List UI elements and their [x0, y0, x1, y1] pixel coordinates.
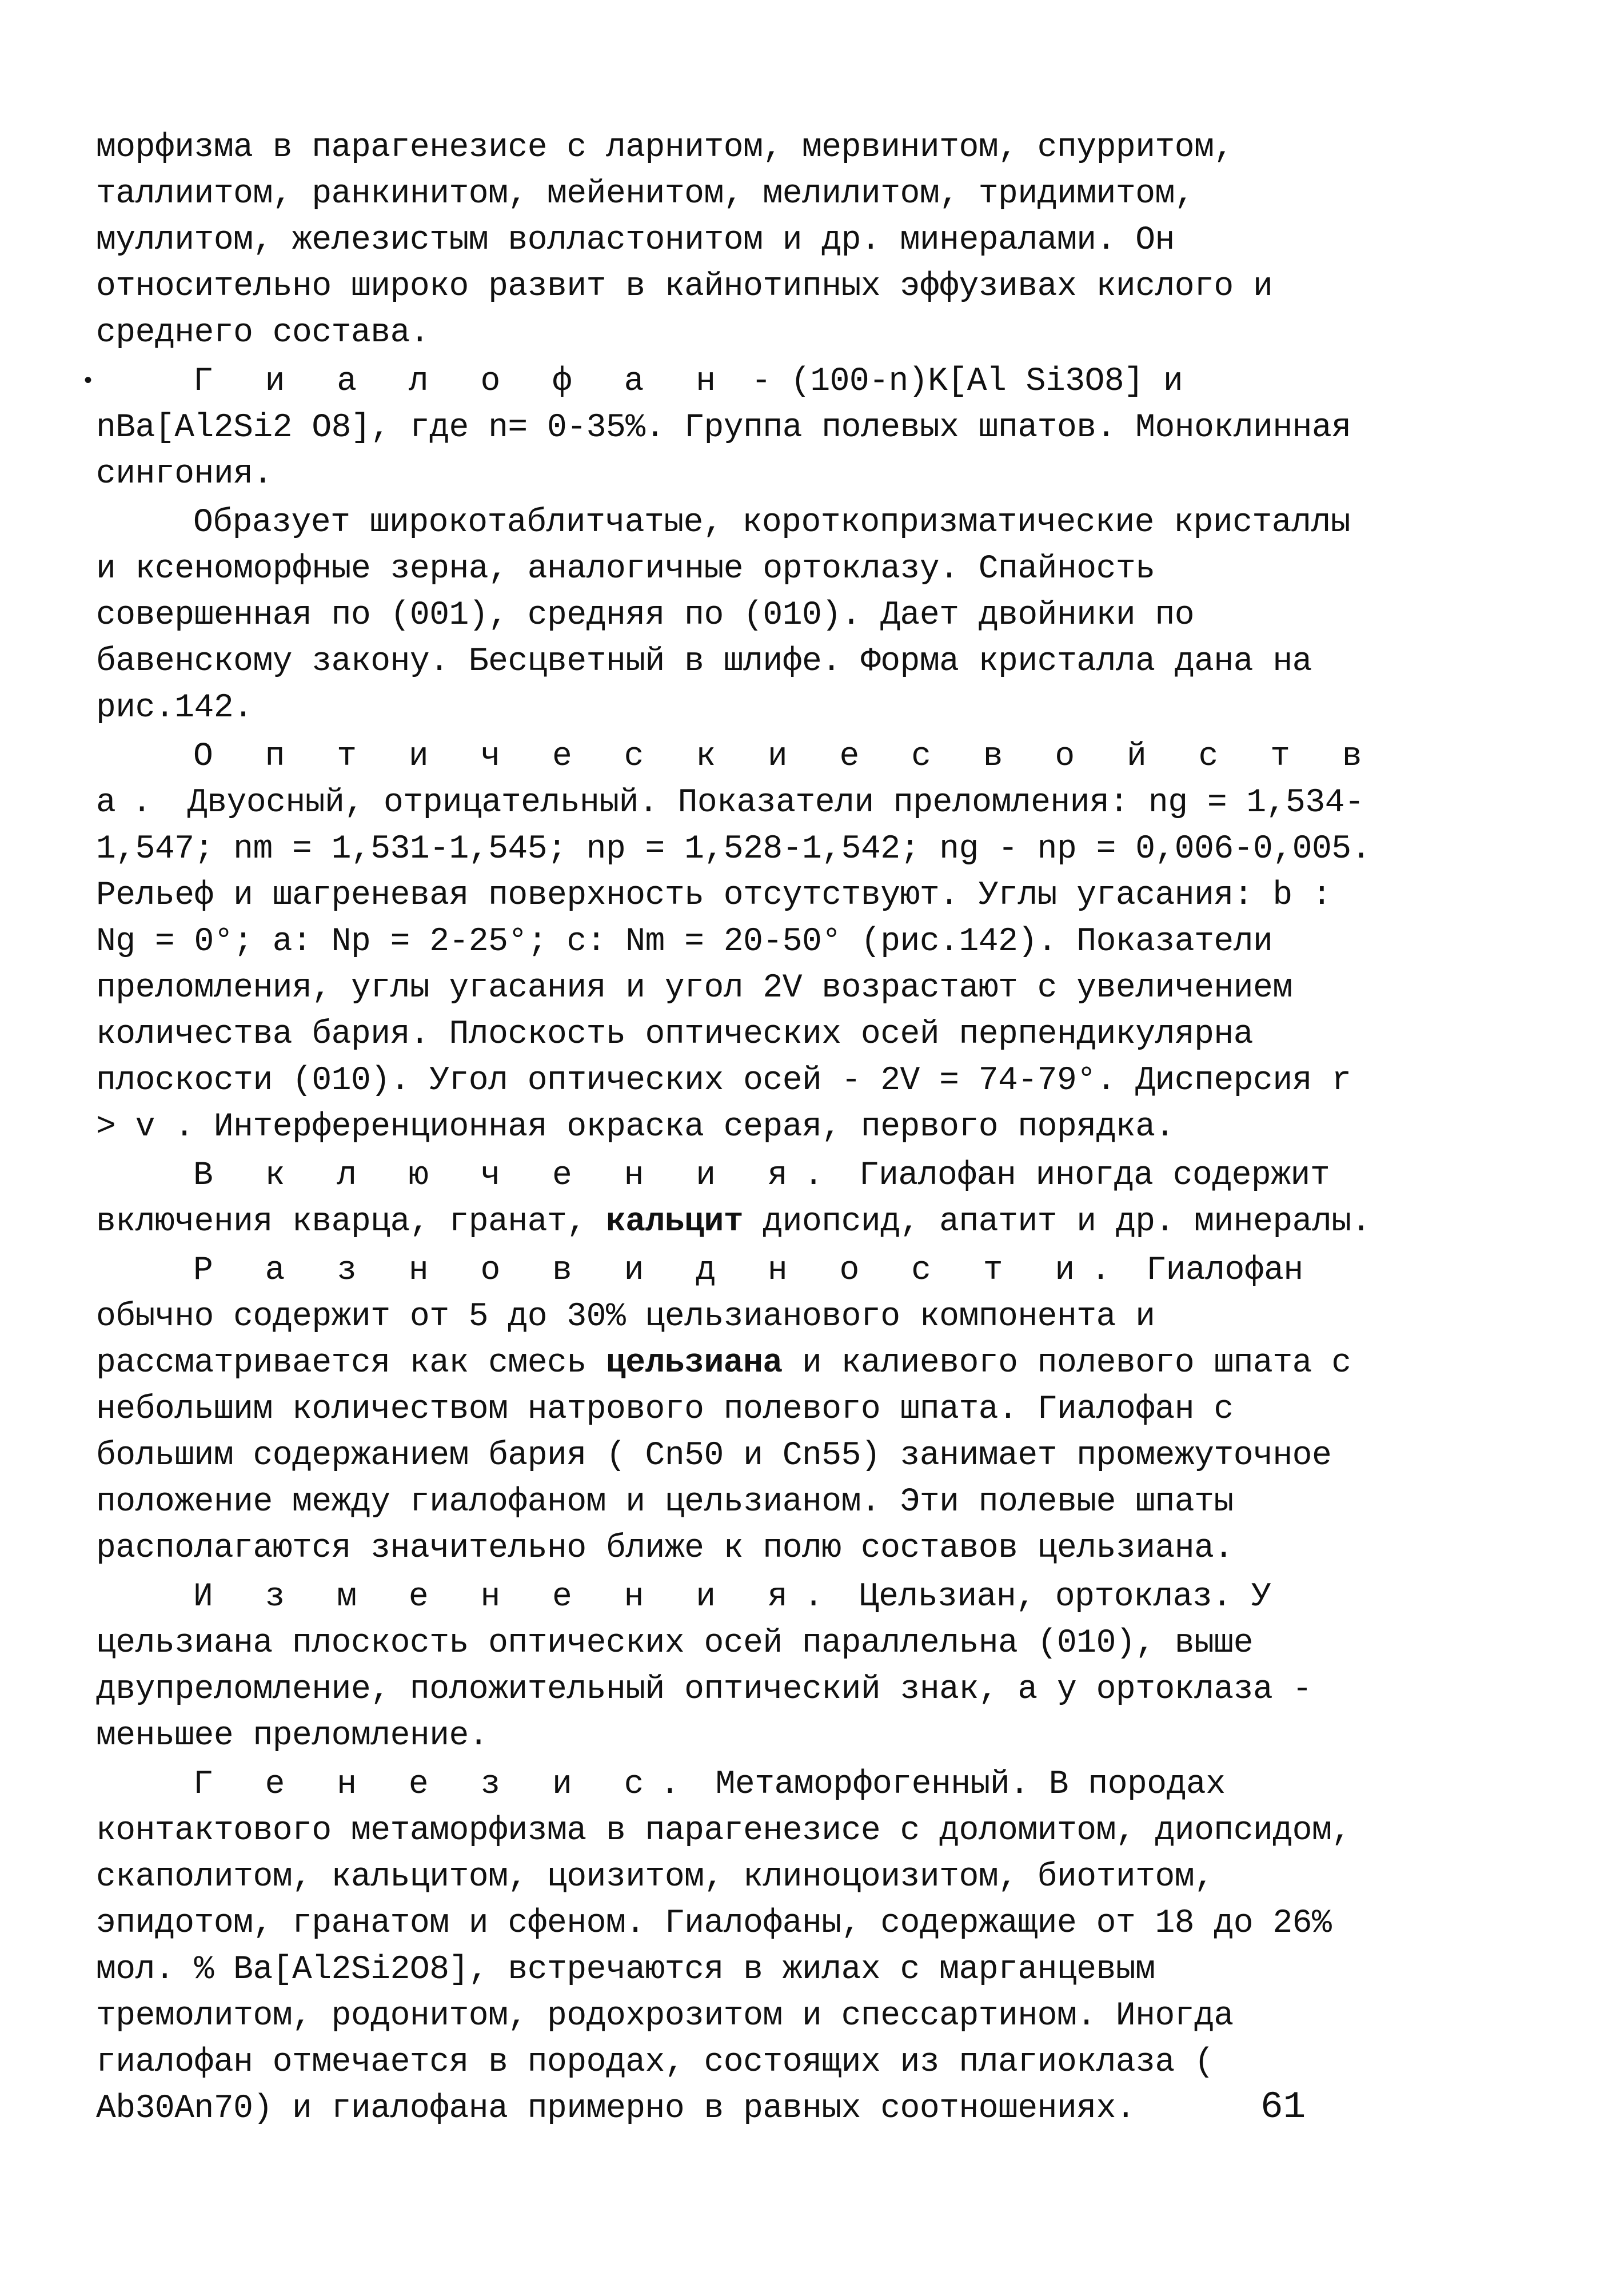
paragraph-optical	[96, 734, 1379, 1150]
heading-varieties: Р а з н о в и д н о с т и.	[193, 1252, 1127, 1289]
heading-genesis: Г е н е з и с.	[193, 1766, 696, 1803]
margin-mark: •	[81, 369, 95, 395]
paragraph-1: морфизма в парагенезисе с ларнитом, мервинитом, спурритом, таллиитом, ранкинитом, мейенитом, мелилитом, тридимитом, муллитом, железистым волластонитом и др. минералами. Он относительно широко развит в кайнотипных эффузивах кислого и среднего состава.	[96, 129, 1273, 352]
heading-alterations: И з м е н е н и я.	[193, 1579, 840, 1616]
inclusions-bold: кальцит	[605, 1203, 744, 1241]
paragraph-inclusions	[96, 1153, 1379, 1245]
varieties-bold: цельзиана	[605, 1345, 783, 1382]
optical-text: Двуосный, отрицательный. Показатели преломления: ng = 1,534-1,547; nm = 1,531-1,545; np = 1,528-1,542; ng - np = 0,006-0,005. Рельеф и шагреневая поверхность отсутствуют. Углы угасания: b : Ng = 0°; a: Np = 2-25°; c: Nm = 20-50° (рис.142). Показатели преломления, углы угасания и угол 2V возрастают с увеличением количества бария. Плоскость оптических осей перпендикулярна плоскости (010). Угол оптических осей - 2V = 74-79°. Дисперсия r > v . Интерференционная окраска серая, первого порядка.	[96, 784, 1371, 1146]
genesis-text: Метаморфогенный. В породах контактового метаморфизма в парагенезисе с доломитом, диопсидом, скаполитом, кальцитом, цоизитом, клиноцоизитом, биотитом, эпидотом, гранатом и сфеном. Гиалофаны, содержащие от 18 до 26% мол. % Ba[Al2Si2O8], встречаются в жилах с марганцевым тремолитом, родонитом, родохрозитом и спессартином. Иногда гиалофан отмечается в породах, состоящих из плагиоклаза ( Ab30An70) и гиалофана примерно в равных соотношениях.	[96, 1766, 1351, 2127]
paragraph-hyalophane	[96, 358, 1379, 497]
inclusions-text-a: Гиалофан иногда содержит включения кварца, гранат,	[96, 1157, 1330, 1241]
varieties-text-b: и калиевого полевого шпата с небольшим количеством натрового полевого шпата. Гиалофан с большим содержанием бария ( Cn50 и Cn55) занимает промежуточное положение между гиалофаном и цельзианом. Эти полевые шпаты располагаются значительно ближе к полю составов цельзиана.	[96, 1345, 1351, 1567]
paragraph-varieties	[96, 1247, 1379, 1572]
alterations-text: Цельзиан, ортоклаз. У цельзиана плоскость оптических осей параллельна (010), выше двупреломление, положительный оптический знак, а у ортоклаза - меньшее преломление.	[96, 1579, 1312, 1755]
paragraph-alterations	[96, 1574, 1379, 1759]
hyalophane-formula: - (100-n)K[Al Si3O8] и nBa[Al2Si2 O8], где n= 0-35%. Группа полевых шпатов. Моноклинная сингония.	[96, 363, 1351, 493]
heading-inclusions: В к л ю ч е н и я.	[193, 1157, 840, 1194]
page-number: 61	[1260, 2086, 1306, 2128]
paragraph-habit: Образует широкотаблитчатые, короткопризматические кристаллы и ксеноморфные зерна, аналогичные ортоклазу. Спайность совершенная по (001), средняя по (010). Дает двойники по бавенскому закону. Бесцветный в шлифе. Форма кристалла дана на рис.142.	[96, 504, 1351, 727]
varieties-text-a: Гиалофан обычно содержит от 5 до 30% цельзианового компонента и рассматривается как смесь	[96, 1252, 1303, 1382]
paragraph-genesis	[96, 1761, 1379, 2132]
body-text	[96, 125, 1379, 2134]
heading-optical-properties: О п т и ч е с к и е с в о й с т в а.	[96, 738, 1378, 822]
inclusions-text-b: диопсид, апатит и др. минералы.	[743, 1203, 1371, 1241]
term-hyalophane: Г и а л о ф а н	[193, 363, 732, 400]
